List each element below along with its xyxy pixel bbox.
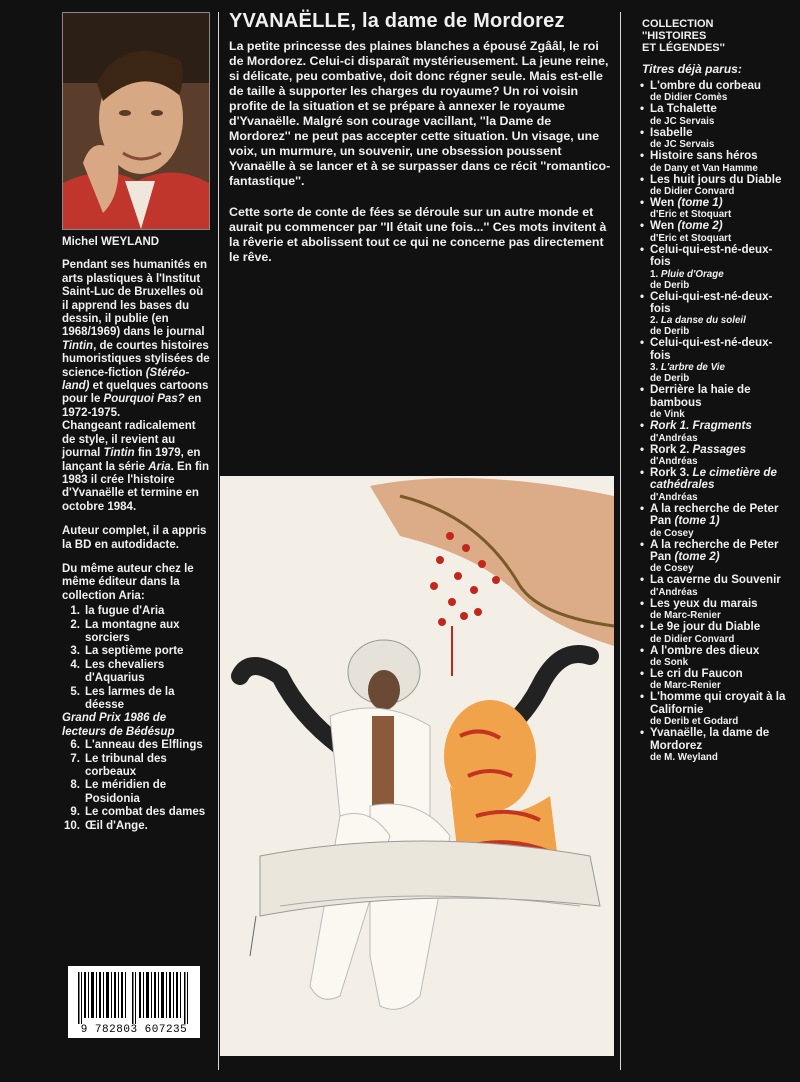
bio-text-italic: Aria: [148, 460, 171, 473]
list-item: 3. La septième porte: [70, 645, 184, 658]
bullet-icon: •: [640, 219, 645, 233]
author-credit: de Derib: [650, 279, 690, 291]
author-credit: de Didier Comès: [650, 92, 728, 104]
bio-text: , de courtes histoires humoristiques stylisées de science-fiction: [62, 339, 210, 379]
published-title-item: [624, 80, 790, 103]
bullet-icon: •: [640, 596, 645, 610]
author-credit: de Marc-Renier: [650, 610, 721, 622]
author-credit: d'Eric et Stoquart: [650, 209, 732, 221]
bullet-icon: •: [640, 442, 645, 456]
title-text: Histoire sans héros: [650, 149, 758, 163]
bullet-icon: •: [640, 501, 645, 515]
title-text: Wen: [650, 219, 678, 233]
bullet-icon: •: [640, 666, 645, 680]
list-item: 5. Les larmes de la déesse: [70, 685, 175, 711]
bio-paragraph-1: [62, 259, 210, 514]
title-text-italic: Passages: [692, 442, 747, 456]
author-credit: d'Andréas: [650, 432, 698, 444]
collection-heading: COLLECTION ''HISTOIRES ET LÉGENDES'': [642, 18, 725, 54]
synopsis-column: [229, 10, 615, 281]
author-credit: de Didier Convard: [650, 633, 735, 645]
published-title-item: [624, 691, 790, 727]
published-title-item: [624, 127, 790, 150]
title-text: La caverne du Souvenir: [650, 573, 781, 587]
published-title-item: [624, 467, 790, 503]
isbn-barcode: [68, 966, 200, 1038]
author-credit: de JC Servais: [650, 115, 715, 127]
bullet-icon: •: [640, 573, 645, 587]
author-credit: de M. Weyland: [650, 752, 718, 763]
title-text: Les huit jours du Diable: [650, 172, 782, 186]
title-text: L'homme qui croyait à la Californie: [650, 690, 786, 716]
bullet-icon: •: [640, 383, 645, 397]
bullet-icon: •: [640, 620, 645, 634]
bio-text-italic: (Stéréo-land): [62, 366, 190, 393]
bullet-icon: •: [640, 242, 645, 256]
left-column-rule: [218, 12, 219, 1070]
bullet-icon: •: [640, 537, 645, 551]
bullet-icon: •: [640, 726, 645, 740]
title-text: Derrière la haie de bambous: [650, 383, 751, 409]
published-title-item: [624, 668, 790, 691]
bio-text-italic: Tintin: [103, 447, 135, 460]
bio-text: en 1972-1975.: [62, 393, 202, 419]
bullet-icon: •: [640, 690, 645, 704]
bullet-icon: •: [640, 125, 645, 139]
barcode-icon: [78, 972, 190, 1024]
bullet-icon: •: [640, 643, 645, 657]
list-item: 2. La montagne aux sorciers: [70, 618, 180, 644]
published-titles-list: [624, 80, 790, 763]
published-title-item: [624, 420, 790, 443]
prize-label: Grand Prix 1986 de lecteurs de Bédésup: [62, 712, 175, 738]
author-credit: de Cosey: [650, 527, 694, 539]
author-credit: de JC Servais: [650, 139, 715, 151]
published-title-item: [624, 103, 790, 126]
published-title-item: [624, 150, 790, 173]
author-credit: d'Andréas: [650, 586, 698, 598]
title-text: Le 9e jour du Diable: [650, 620, 761, 634]
bullet-icon: •: [640, 172, 645, 186]
author-credit: de Vink: [650, 409, 685, 421]
title-text: L'ombre du corbeau: [650, 79, 761, 92]
bio-text: Changeant radicalement de style, il revient au journal: [62, 420, 196, 460]
title-text-italic: (tome 1): [677, 196, 723, 210]
list-item: 4. Les chevaliers d'Aquarius: [70, 658, 165, 685]
list-item: 6. L'anneau des Elflings: [70, 739, 203, 752]
published-title-item: [624, 503, 790, 539]
title-text: Celui-qui-est-né-deux-fois: [650, 289, 773, 316]
author-credit: de Derib: [650, 326, 690, 338]
volume-label: 3. L'arbre de Vie: [650, 362, 725, 374]
bullet-icon: •: [640, 102, 645, 116]
title-text-italic: (tome 2): [674, 549, 720, 563]
published-title-item: [624, 727, 790, 763]
title-text: La Tchalette: [650, 102, 717, 116]
collection-column: [624, 18, 790, 763]
title-text: A la recherche de Peter Pan: [650, 501, 779, 528]
bullet-icon: •: [640, 465, 645, 479]
bio-text: . En fin 1983 il crée l'histoire d'Yvanaëlle et termine en octobre 1984.: [62, 460, 210, 513]
cover-illustration: [220, 476, 614, 1056]
right-column-rule: [620, 12, 621, 1070]
title-text: Le cri du Faucon: [650, 666, 743, 680]
bullet-icon: •: [640, 149, 645, 163]
published-title-item: [624, 197, 790, 220]
author-credit: de Derib: [650, 373, 690, 385]
published-title-item: [624, 645, 790, 668]
author-bio-column: [62, 236, 210, 833]
title-text: Isabelle: [650, 125, 693, 139]
bullet-icon: •: [640, 336, 645, 350]
published-title-item: [624, 598, 790, 621]
bio-paragraph-2: Auteur complet, il a appris la BD en autodidacte.: [62, 525, 207, 551]
synopsis-paragraph-1: La petite princesse des plaines blanches a épousé Zgââl, le roi de Mordorez. Celui-ci disparaît mystérieusement. La jeune reine, si délicate, peu combative, doit donc régner seule. Mais est-elle de taille à supporter les charges du royaume? Un roi voisin profite de la situation et se prépare à annexer le royaume d'Yvanaëlle. Malgré son courage vacillant, ''la Dame de Mordorez'' ne peut pas accepter cette situation. Un visage, une voix, un murmure, un souvenir, une obsession poussent Yvanaëlle à se lancer et à se surpasser dans ce récit ''romantico-fantastique''.: [229, 39, 611, 188]
author-name: Michel WEYLAND: [62, 236, 160, 248]
synopsis-paragraph-2: Cette sorte de conte de fées se déroule sur un autre monde et aurait pu commencer par ''Il était une fois...'' Ces mots invitent à la rêverie et abolissent tout ce qui ne concerne pas directement le rêve.: [229, 205, 607, 264]
bio-text-italic: Tintin: [62, 339, 94, 352]
title-text: Yvanaëlle, la dame de Mordorez: [650, 726, 770, 752]
bio-text-italic: Pourquoi Pas?: [103, 393, 185, 406]
author-credit: de Marc-Renier: [650, 680, 721, 692]
published-title-item: [624, 337, 790, 384]
author-credit: d'Andréas: [650, 491, 698, 503]
published-title-item: [624, 384, 790, 420]
bullet-icon: •: [640, 196, 645, 210]
bio-text: fin 1979, en lançant la série: [62, 447, 201, 473]
title-text: A l'ombre des dieux: [650, 643, 760, 657]
list-item: 8. Le méridien de Posidonia: [70, 779, 167, 805]
bio-paragraph-3: Du même auteur chez le même éditeur dans la collection Aria:: [62, 562, 194, 602]
list-item: 1. la fugue d'Aria: [70, 605, 165, 618]
author-credit: de Sonk: [650, 656, 689, 668]
title-text: A la recherche de Peter Pan: [650, 537, 779, 563]
author-credit: de Cosey: [650, 563, 694, 575]
author-credit: de Didier Convard: [650, 186, 735, 198]
volume-label: 2. La danse du soleil: [650, 315, 746, 327]
published-title-item: [624, 174, 790, 197]
book-title: YVANAËLLE, la dame de Mordorez: [229, 10, 565, 32]
title-text: Les yeux du marais: [650, 596, 758, 610]
author-credit: d'Eric et Stoquart: [650, 232, 732, 244]
published-title-item: [624, 444, 790, 467]
title-text: Rork 3.: [650, 465, 693, 479]
title-text: Rork 2.: [650, 442, 693, 456]
bio-text: et quelques cartoons pour le: [62, 380, 209, 406]
title-text-italic: Le cimetière de cathédrales: [650, 465, 777, 492]
bio-text: Pendant ses humanités en arts plastiques à l'Institut Saint-Luc de Bruxelles où il apprend les bases du dessin, il publie (en 1968/1969) dans le journal: [62, 259, 208, 339]
aria-list: [62, 605, 210, 712]
bullet-icon: •: [640, 419, 645, 433]
author-credit: de Derib et Godard: [650, 716, 739, 728]
author-credit: de Dany et Van Hamme: [650, 162, 758, 174]
list-item: 9. Le combat des dames: [70, 806, 206, 819]
published-titles-heading: Titres déjà parus:: [642, 62, 742, 76]
published-title-item: [624, 574, 790, 597]
volume-label: 1. Pluie d'Orage: [650, 268, 724, 280]
bullet-icon: •: [640, 289, 645, 303]
title-text-italic: Rork 1. Fragments: [650, 419, 752, 433]
list-item: 10. Œil d'Ange.: [64, 819, 148, 832]
published-title-item: [624, 539, 790, 575]
author-portrait-image: [62, 12, 210, 230]
title-text: Celui-qui-est-né-deux-fois: [650, 336, 773, 362]
title-text-italic: (tome 2): [677, 219, 723, 233]
published-title-item: [624, 291, 790, 338]
isbn-number: 9 782803 607235: [80, 1024, 188, 1036]
title-text-italic: (tome 1): [674, 514, 720, 528]
bullet-icon: •: [640, 79, 645, 92]
published-title-item: [624, 220, 790, 243]
published-title-item: [624, 244, 790, 291]
title-text: Celui-qui-est-né-deux-fois: [650, 242, 773, 269]
title-text: Wen: [650, 196, 678, 210]
published-title-item: [624, 621, 790, 644]
author-credit: d'Andréas: [650, 455, 698, 467]
list-item: 7. Le tribunal des corbeaux: [70, 752, 167, 779]
aria-list-continued: [62, 739, 210, 833]
